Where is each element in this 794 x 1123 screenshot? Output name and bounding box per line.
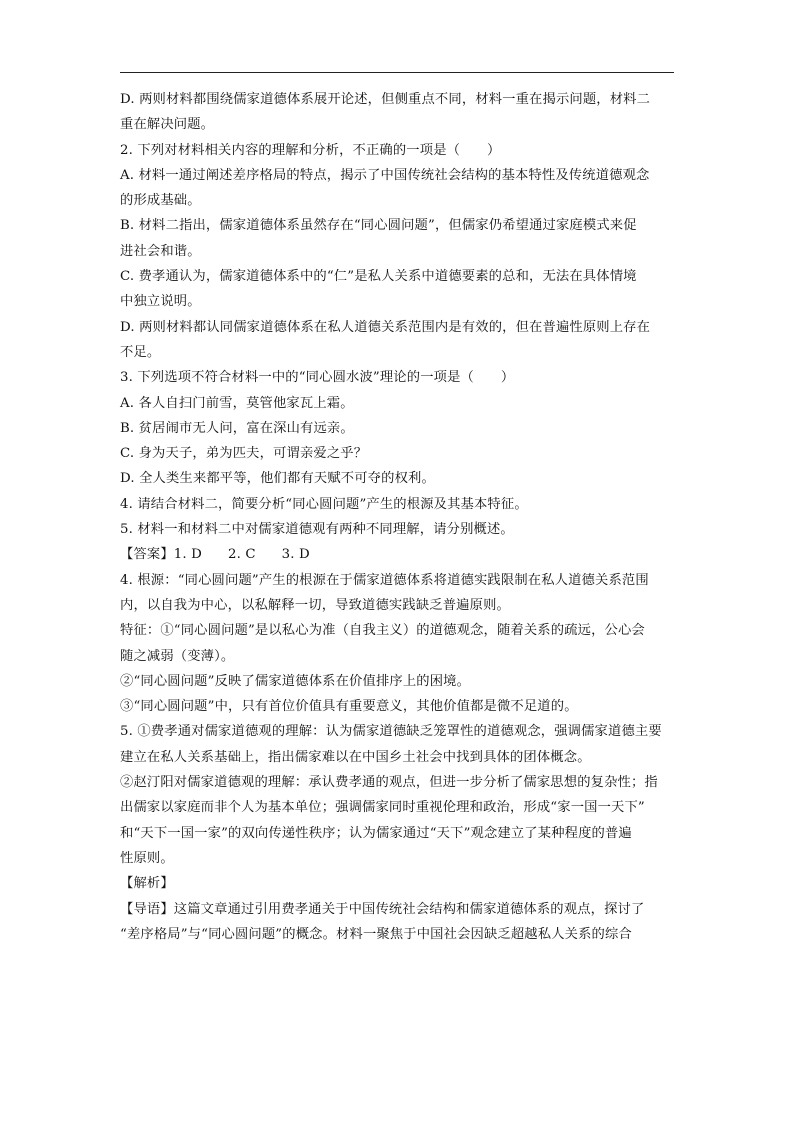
text-line: ②“同心圆问题”反映了儒家道德体系在价值排序上的困境。 (120, 673, 471, 689)
text-line: 中独立说明。 (120, 294, 201, 310)
text-line: 的形成基础。 (120, 193, 201, 209)
text-line: 4. 根源：“同心圆问题”产生的根源在于儒家道德体系将道德实践限制在私人道德关系范围 (120, 572, 649, 588)
answer-line (120, 542, 674, 567)
text-line: 出儒家以家庭而非个人为基本单位；强调儒家同时重视伦理和政治，形成“家一国一天下” (120, 800, 645, 816)
text-line: 重在解决问题。 (120, 117, 215, 133)
text-line: 性原则。 (120, 850, 174, 866)
text-line: B. 材料二指出，儒家道德体系虽然存在“同心圆问题”，但儒家仍希望通过家庭模式来促 (120, 218, 637, 234)
answer-label: 【答案】 (120, 547, 174, 563)
question-5-stem: 5. 材料一和材料二中对儒家道德观有两种不同理解，请分别概述。 (120, 522, 514, 538)
option-d: D. 全人类生来都平等，他们都有天赋不可夺的权利。 (120, 471, 435, 487)
text-line: 5. ①费孝通对儒家道德观的理解：认为儒家道德缺乏笼罩性的道德观念，强调儒家道德主要 (120, 724, 662, 740)
answer-item: 3. D (281, 547, 310, 563)
header-rule (120, 72, 674, 73)
text-line: 特征：①“同心圆问题”是以私心为准（自我主义）的道德观念，随着关系的疏远，公心会 (120, 623, 645, 639)
text-line: “差序格局”与“同心圆问题”的概念。材料一聚焦于中国社会因缺乏超越私人关系的综合 (120, 926, 632, 942)
question-3-stem: 3. 下列选项不符合材料一中的“同心圆水波”理论的一项是（ ） (120, 370, 515, 386)
option-c: C. 身为天子，弟为匹夫，可谓亲爱之乎？ (120, 446, 368, 462)
text-line: A. 材料一通过阐述差序格局的特点，揭示了中国传统社会结构的基本特性及传统道德观念 (120, 167, 650, 183)
answer-item: 1. D (173, 547, 202, 563)
analysis-heading: 【解析】 (120, 876, 174, 892)
question-4-stem: 4. 请结合材料二，简要分析“同心圆问题”产生的根源及其基本特征。 (120, 496, 528, 512)
option-a: A. 各人自扫门前雪，莫管他家瓦上霜。 (120, 395, 354, 411)
text-line: 和“天下一国一家”的双向传递性秩序；认为儒家通过“天下”观念建立了某种程度的普遍 (120, 825, 632, 841)
text-line: D. 两则材料都围绕儒家道德体系展开论述，但侧重点不同，材料一重在揭示问题，材料二 (120, 92, 651, 107)
text-line: D. 两则材料都认同儒家道德体系在私人道德关系范围内是有效的，但在普遍性原则上存在 (120, 319, 651, 335)
text-line: C. 费孝通认为，儒家道德体系中的“仁”是私人关系中道德要素的总和，无法在具体情境 (120, 269, 637, 285)
text-line: 【导语】这篇文章通过引用费孝通关于中国传统社会结构和儒家道德体系的观点，探讨了 (120, 901, 645, 917)
text-line: 建立在私人关系基础上，指出儒家难以在中国乡土社会中找到具体的团体概念。 (120, 749, 591, 765)
answer-item: 2. C (227, 547, 256, 563)
document-body (120, 87, 674, 947)
text-line: 随之减弱（变薄）。 (120, 648, 235, 664)
text-line: 内，以自我为中心，以私解释一切，导致道德实践缺乏普遍原则。 (120, 597, 510, 613)
text-line: ③“同心圆问题”中，只有首位价值具有重要意义，其他价值都是微不足道的。 (120, 699, 578, 715)
question-2-stem: 2. 下列对材料相关内容的理解和分析，不正确的一项是（ ） (120, 142, 501, 158)
text-line: ②赵汀阳对儒家道德观的理解：承认费孝通的观点，但进一步分析了儒家思想的复杂性；指 (120, 775, 658, 791)
text-line: 进社会和谐。 (120, 243, 201, 259)
option-b: B. 贫居闹市无人问，富在深山有远亲。 (120, 420, 354, 436)
text-line: 不足。 (120, 344, 161, 360)
